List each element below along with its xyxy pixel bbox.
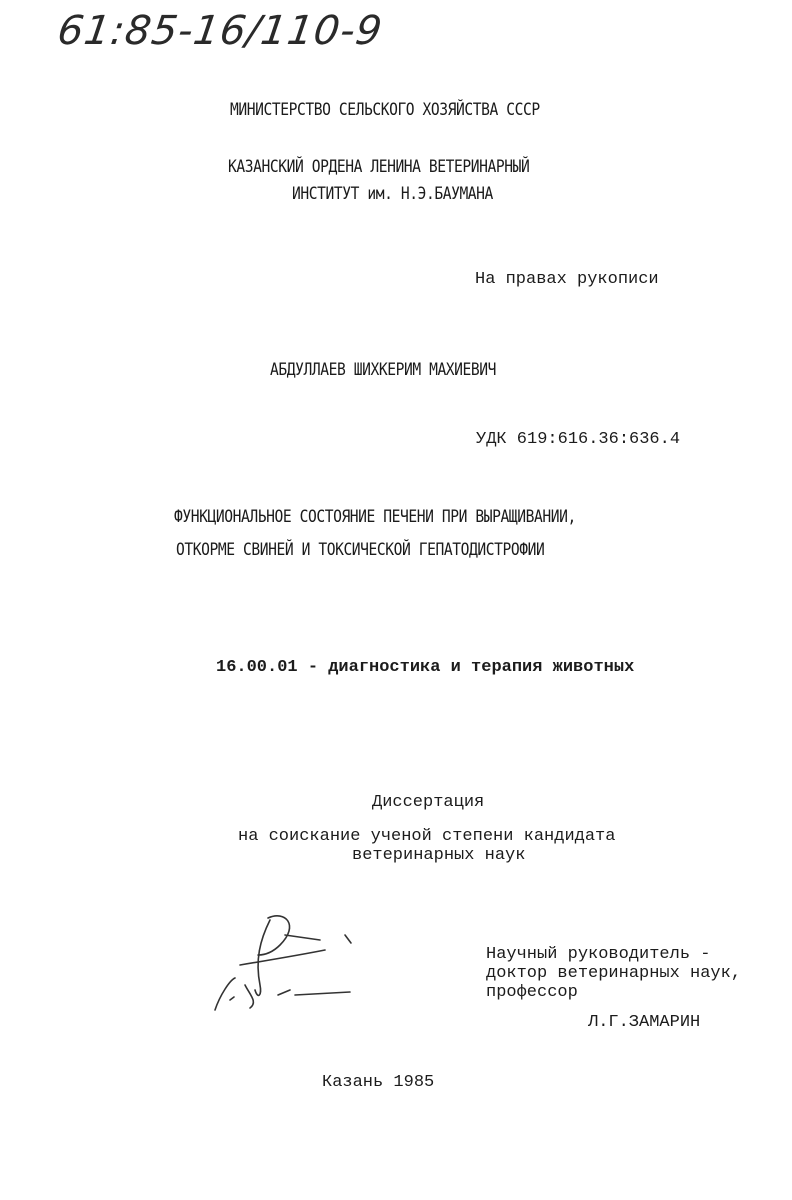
dissertation-purpose-line-1: на соискание ученой степени кандидата [238,827,616,846]
supervisor-role-line-3: профессор [486,983,578,1002]
manuscript-note: На правах рукописи [475,270,659,289]
dissertation-label: Диссертация [372,793,485,812]
dissertation-purpose-line-2: ветеринарных наук [352,846,526,865]
place-and-year: Казань 1985 [322,1073,435,1092]
author-name: АБДУЛЛАЕВ ШИХКЕРИМ МАХИЕВИЧ [270,360,497,380]
institute-line-2: ИНСТИТУТ им. Н.Э.БАУМАНА [292,184,493,204]
archive-code-handwritten: 61:85-16/110-9 [54,8,386,54]
ministry-heading: МИНИСТЕРСТВО СЕЛЬСКОГО ХОЗЯЙСТВА СССР [230,100,540,120]
supervisor-name: Л.Г.ЗАМАРИН [588,1013,701,1032]
supervisor-signature [200,900,380,1030]
supervisor-role-line-1: Научный руководитель - [486,945,711,964]
supervisor-role-line-2: доктор ветеринарных наук, [486,964,742,983]
specialty-code: 16.00.01 - диагностика и терапия животных [216,658,635,677]
udc-code: УДК 619:616.36:636.4 [476,430,681,449]
title-line-1: ФУНКЦИОНАЛЬНОЕ СОСТОЯНИЕ ПЕЧЕНИ ПРИ ВЫРАЩИВАНИИ, [174,507,576,527]
institute-line-1: КАЗАНСКИЙ ОРДЕНА ЛЕНИНА ВЕТЕРИНАРНЫЙ [228,157,530,177]
title-line-2: ОТКОРМЕ СВИНЕЙ И ТОКСИЧЕСКОЙ ГЕПАТОДИСТРОФИИ [176,540,545,560]
